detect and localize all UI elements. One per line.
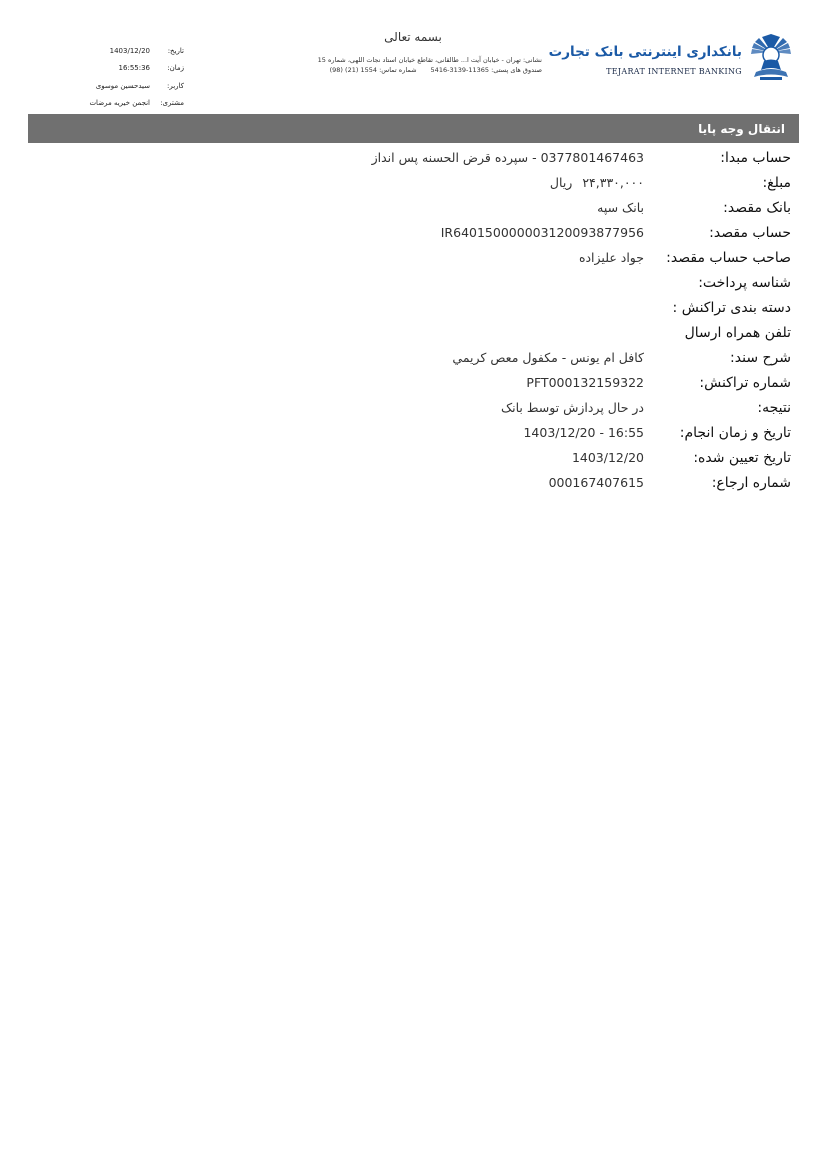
meta-user	[74, 77, 184, 95]
bank-address: نشانی: تهران - خیابان آیت ا... طالقانی، تقاطع خیابان استاد نجات اللهی، شماره 15	[317, 56, 542, 64]
field-label: صاحب حساب مقصد:	[666, 249, 791, 266]
meta-time	[74, 60, 184, 78]
field-amount	[31, 170, 791, 195]
field-value: 1403/12/20 - 16:55	[523, 425, 644, 440]
field-label: تاریخ و زمان انجام:	[679, 424, 791, 441]
field-transaction-category	[31, 295, 791, 320]
field-transaction-number	[31, 370, 791, 395]
amount-unit: ریال	[549, 175, 573, 190]
field-label: شرح سند:	[730, 349, 791, 366]
field-value: 000167407615	[548, 475, 644, 490]
field-label: نتیجه:	[757, 399, 791, 416]
field-label: تلفن همراه ارسال	[684, 324, 791, 341]
bank-contact-line	[330, 66, 542, 74]
field-value: 1403/12/20	[571, 450, 644, 465]
contact-phone: شماره تماس: 1554 (21) (98)	[329, 66, 417, 74]
receipt-meta	[74, 42, 184, 112]
bank-logo-text-en: TEJARAT INTERNET BANKING	[606, 67, 742, 76]
meta-value: 16:55:36	[118, 64, 150, 73]
meta-label: مشتری:	[160, 99, 184, 108]
field-value: در حال پردازش توسط بانک	[500, 400, 644, 415]
field-result	[31, 395, 791, 420]
bank-logo	[548, 30, 794, 82]
field-value	[550, 175, 644, 190]
field-label: شماره تراکنش:	[699, 374, 791, 391]
meta-value: 1403/12/20	[109, 46, 150, 55]
field-label: دسته بندی تراکنش :	[672, 299, 791, 316]
field-value: بانک سپه	[597, 200, 644, 215]
field-destination-owner	[31, 245, 791, 270]
field-reference-number	[31, 470, 791, 495]
field-source-account	[31, 145, 791, 170]
field-label: مبلغ:	[762, 174, 791, 191]
field-label: شناسه پرداخت:	[698, 274, 791, 291]
field-execution-datetime	[31, 420, 791, 445]
meta-label: تاریخ:	[167, 46, 184, 55]
meta-customer	[74, 95, 184, 113]
meta-value: سیدحسین موسوی	[95, 81, 150, 90]
field-label: حساب مبدا:	[720, 149, 791, 166]
bank-logo-text-fa: بانکداری اینترنتی بانک تجارت	[548, 44, 742, 60]
field-value: جواد علیزاده	[578, 250, 644, 265]
field-label: بانک مقصد:	[723, 199, 791, 216]
field-label: شماره ارجاع:	[711, 474, 791, 491]
transaction-details	[31, 145, 791, 495]
meta-value: انجمن خیریه مرضات	[89, 99, 150, 108]
bismillah: بسمه تعالی	[384, 30, 442, 44]
title-bar	[28, 114, 799, 143]
field-destination-bank	[31, 195, 791, 220]
field-value: 0377801467463 - سپرده قرض الحسنه پس انداز	[371, 150, 644, 165]
meta-label: زمان:	[167, 64, 184, 73]
field-destination-account	[31, 220, 791, 245]
page-title: انتقال وجه پایا	[698, 121, 785, 136]
field-label: تاریخ تعیین شده:	[693, 449, 791, 466]
field-description	[31, 345, 791, 370]
meta-label: کاربر:	[166, 81, 184, 90]
field-sender-mobile	[31, 320, 791, 345]
field-label: حساب مقصد:	[709, 224, 791, 241]
field-value: کافل ام یونس - مکفول معص کریمي	[452, 350, 644, 365]
field-value: PFT000132159322	[526, 375, 644, 390]
receipt-header	[0, 0, 826, 112]
field-scheduled-date	[31, 445, 791, 470]
meta-date	[74, 42, 184, 60]
field-value: IR640150000003120093877956	[440, 225, 644, 240]
tejarat-emblem-icon	[748, 30, 794, 82]
po-box: صندوق های پستی: 11365-3139-5416	[430, 66, 542, 74]
amount-value: ۲۴,۳۳۰,۰۰۰	[582, 175, 644, 190]
field-payment-id	[31, 270, 791, 295]
